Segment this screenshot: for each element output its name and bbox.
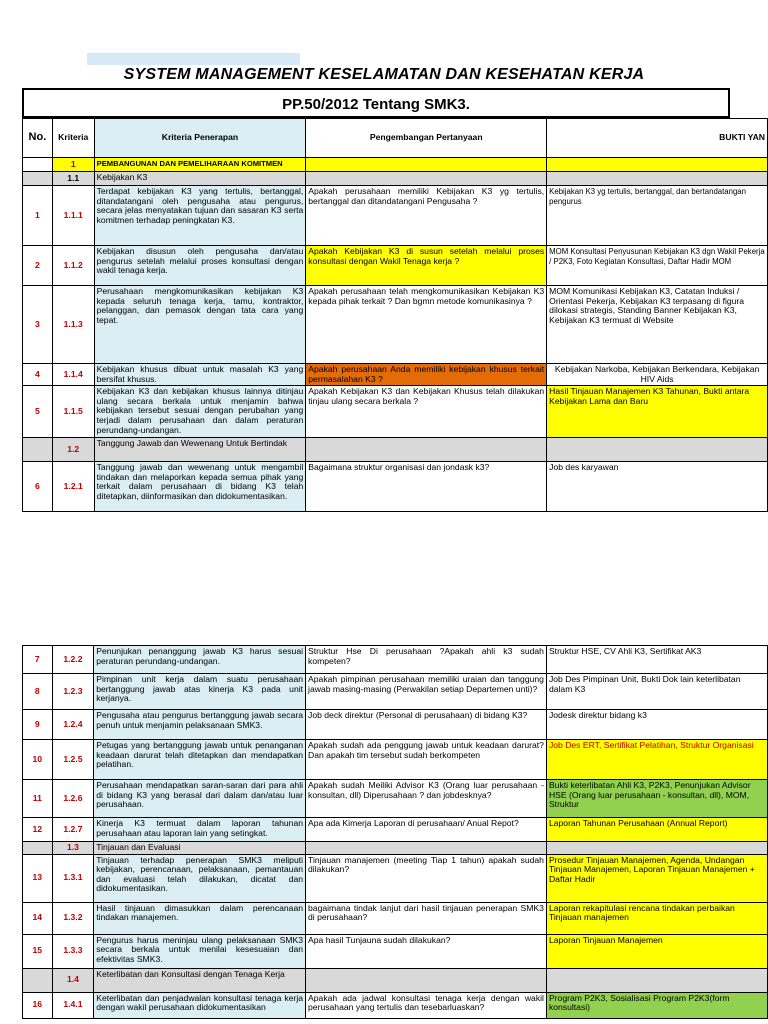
row-pengembangan: Tinjauan manajemen (meeting Tiap 1 tahun) apakah sudah dilakukan? [306,854,547,902]
table-row [23,934,768,968]
table-row [23,992,768,1018]
table-row [23,740,768,780]
row-kriteria: 1.1.5 [52,386,94,438]
row-number: 10 [23,740,53,780]
table-row [23,902,768,934]
row-bukti: Program P2K3, Sosialisasi Program P2K3(form konsultasi) [546,992,767,1018]
row-kriteria-penerapan: Penunjukan penanggung jawab K3 harus sesuai peraturan perundang-undangan. [94,646,306,674]
row-pengembangan: Bagaimana struktur organisasi dan jondask k3? [306,462,547,512]
row-number: 2 [23,246,53,286]
row-number: 9 [23,710,53,740]
row-bukti: Jodesk direktur bidang k3 [546,710,767,740]
header-bukti: BUKTI YAN [547,119,768,158]
row-kriteria: 1.1.3 [52,286,94,364]
top-color-bar [87,53,300,65]
row-kriteria-penerapan: Kebijakan khusus dibuat untuk masalah K3 yang bersifat khusus. [94,364,306,386]
row-kriteria-penerapan: Pengusaha atau pengurus bertanggung jawab secara penuh untuk menjamin pelaksanaan SMK3. [94,710,306,740]
row-bukti: Prosedur Tinjauan Manajemen, Agenda, Undangan Tinjauan Manajemen, Laporan Tinjauan Manajemen + Daftar Hadir [546,854,767,902]
subsection-number: 1.2 [52,438,94,462]
row-number: 12 [23,818,53,842]
row-kriteria: 1.2.7 [52,818,94,842]
row-kriteria-penerapan: Hasil tinjauan dimasukkan dalam perencanaan tindakan manajemen. [94,902,306,934]
row-pengembangan: Apa hasil Tunjauna sudah dilakukan? [306,934,547,968]
row-pengembangan: Apakah Kebijakan K3 di susun setelah melalui proses konsultasi dengan Wakil Tenaga kerja ? [306,246,547,286]
row-number: 6 [23,462,53,512]
row-number: 11 [23,780,53,818]
subsection-number: 1.3 [52,842,94,855]
row-kriteria-penerapan: Terdapat kebijakan K3 yang tertulis, bertanggal, ditandatangani oleh pengusaha atau pengurus, secara jelas menyatakan tujuan dan sasaran K3 serta komitmen terhadap peningkatan K3. [94,186,306,246]
row-kriteria: 1.3.2 [52,902,94,934]
table-row [23,646,768,674]
row-pengembangan: Apakah sudah ada penggung jawab untuk keadaan darurat? Dan apakah tim tersebut sudah berkompeten [306,740,547,780]
row-pengembangan: Apakah perusahaan telah mengkomunikasikan Kebijakan K3 kepada pihak terkait ? Dan bgmn metode komunikasinya ? [306,286,547,364]
row-bukti: Job Des Pimpinan Unit, Bukti Dok lain keterlibatan dalam K3 [546,674,767,710]
row-pengembangan: Apakah pimpinan perusahaan memiliki uraian dan tanggung jawab masing-masing (Perwakilan setiap Departemen unti)? [306,674,547,710]
row-bukti: Struktur HSE, CV Ahli K3, Sertifikat AK3 [546,646,767,674]
subsection-label: Tanggung Jawab dan Wewenang Untuk Bertindak [94,438,306,462]
criteria-table-upper [22,118,768,512]
row-kriteria: 1.1.1 [52,186,94,246]
subsection-number: 1.1 [52,172,94,186]
row-kriteria-penerapan: Perusahaan mengkomunikasikan kebijakan K3 kepada seluruh tenaga kerja, tamu, kontraktor, pelanggan, dan pemasok dengan tata cara yang tepat. [94,286,306,364]
subsection-number: 1.4 [52,968,94,992]
row-kriteria-penerapan: Kebijakan K3 dan kebijakan khusus lainnya ditinjau ulang secara berkala untuk menjamin bahwa kebijakan tersebut sesuai dengan perubahan yang terjadi dalam perusahaan dan dalam peraturan perundang-undangan. [94,386,306,438]
row-kriteria: 1.2.1 [52,462,94,512]
subsection-label: Kebijakan K3 [94,172,306,186]
table-row [23,286,768,364]
table-row [23,386,768,438]
row-kriteria: 1.3.3 [52,934,94,968]
row-kriteria: 1.2.3 [52,674,94,710]
row-kriteria-penerapan: Petugas yang bertanggung jawab untuk penanganan keadaan darurat telah ditetapkan dan mendapatkan pelatihan. [94,740,306,780]
header-no: No. [23,119,53,158]
table-row [23,186,768,246]
subsection-row [23,438,768,462]
table-row [23,854,768,902]
row-kriteria: 1.4.1 [52,992,94,1018]
table-row [23,710,768,740]
row-bukti: Hasil Tinjauan Manajemen K3 Tahunan, Bukti antara Kebijakan Lama dan Baru [547,386,768,438]
row-bukti: Job des karyawan [547,462,768,512]
row-kriteria-penerapan: Pengurus harus meninjau ulang pelaksanaan SMK3 secara berkala untuk menilai kesesuaian dan efektivitas SMK3. [94,934,306,968]
table-row [23,674,768,710]
row-number: 4 [23,364,53,386]
row-kriteria: 1.1.4 [52,364,94,386]
table-row [23,462,768,512]
row-kriteria-penerapan: Kinerja K3 termuat dalam laporan tahunan perusahaan atau laporan lain yang setingkat. [94,818,306,842]
section-row [23,158,768,172]
row-bukti: Kebijakan K3 yg tertulis, bertanggal, dan bertandatangan pengurus [547,186,768,246]
row-kriteria: 1.1.2 [52,246,94,286]
row-bukti: Laporan rekapitulasi rencana tindakan perbaikan Tinjauan manajemen [546,902,767,934]
header-kriteria-penerapan: Kriteria Penerapan [94,119,306,158]
header-kriteria: Kriteria [52,119,94,158]
row-bukti: Laporan Tinjauan Manajemen [546,934,767,968]
row-pengembangan: Apa ada Kimerja Laporan di perusahaan/ Anual Repot? [306,818,547,842]
row-kriteria-penerapan: Kebijakan disusun oleh pengusaha dan/atau pengurus setelah melalui proses konsultasi dengan wakil tenaga kerja. [94,246,306,286]
table-row [23,780,768,818]
row-kriteria: 1.2.6 [52,780,94,818]
subsection-row [23,172,768,186]
row-pengembangan: Apakah perusahaan Anda memiliki kebijakan khusus terkait permasalahan K3 ? [306,364,547,386]
row-kriteria-penerapan: Keterlibatan dan penjadwalan konsultasi tenaga kerja dengan wakil perusahaan didokumentasikan [94,992,306,1018]
subsection-row [23,968,768,992]
row-bukti: MOM Konsultasi Penyusunan Kebijakan K3 dgn Wakil Pekerja / P2K3, Foto Kegiatan Konsultasi, Daftar Hadir MOM [547,246,768,286]
table-row [23,818,768,842]
row-number: 1 [23,186,53,246]
row-kriteria-penerapan: Tinjauan terhadap penerapan SMK3 meliputi kebijakan, perencanaan, pelaksanaan, pemantauan dan evaluasi telah dilakukan, dicatat dan didokumentasikan. [94,854,306,902]
row-kriteria: 1.2.4 [52,710,94,740]
row-kriteria: 1.2.5 [52,740,94,780]
row-pengembangan: bagaimana tindak lanjut dari hasil tinjauan penerapan SMK3 di perusahaan? [306,902,547,934]
row-number: 15 [23,934,53,968]
document-title: SYSTEM MANAGEMENT KESELAMATAN DAN KESEHATAN KERJA [123,66,645,83]
section-label: PEMBANGUNAN DAN PEMELIHARAAN KOMITMEN [94,158,306,172]
section-number: 1 [52,158,94,172]
row-pengembangan: Apakah perusahaan memiliki Kebijakan K3 yg tertulis, bertanggal dan ditandatangani Pengusaha ? [306,186,547,246]
row-pengembangan: Job deck direktur (Personal di perusahaan) di bidang K3? [306,710,547,740]
criteria-table-lower [22,645,768,1019]
table-row [23,246,768,286]
table-header-row [23,119,768,158]
row-number: 8 [23,674,53,710]
document-subtitle: PP.50/2012 Tentang SMK3. [22,88,730,118]
row-number: 14 [23,902,53,934]
row-kriteria-penerapan: Perusahaan mendapatkan saran-saran dari para ahli di bidang K3 yang berasal dari dalam dan/atau luar perusahaan. [94,780,306,818]
row-bukti: Kebijakan Narkoba, Kebijakan Berkendara, Kebijakan HIV Aids [547,364,768,386]
row-number: 16 [23,992,53,1018]
row-bukti: MOM Komunikasi Kebijakan K3, Catatan Induksi / Orientasi Pekerja, Kebijakan K3 terpasang di figura dilokasi strategis, Standing Banner Kebijakan K3, Kebijakan K3 termuat di Website [547,286,768,364]
row-number: 5 [23,386,53,438]
row-pengembangan: Apakah ada jadwal konsultasi tenaga kerja dengan wakil perusahaan yang tertulis dan tesebarluaskan? [306,992,547,1018]
row-bukti: Bukti keterlibatan Ahli K3, P2K3, Penunjukan Advisor HSE (Orang luar perusahaan - konsultan, dll), MOM, Struktur [546,780,767,818]
row-number: 13 [23,854,53,902]
table-row [23,364,768,386]
row-kriteria: 1.2.2 [52,646,94,674]
subsection-row [23,842,768,855]
row-kriteria: 1.3.1 [52,854,94,902]
subsection-label: Keterlibatan dan Konsultasi dengan Tenaga Kerja [94,968,306,992]
row-kriteria-penerapan: Tanggung jawab dan wewenang untuk mengambil tindakan dan melaporkan kepada semua pihak yang terkait dalam perusahaan di bidang K3 telah ditetapkan, diinformasikan dan didokumentasikan. [94,462,306,512]
row-bukti: Job Des ERT, Sertifikat Pelatihan, Struktur Organisasi [546,740,767,780]
header-pengembangan: Pengembangan Pertanyaan [306,119,547,158]
row-number: 7 [23,646,53,674]
row-number: 3 [23,286,53,364]
row-pengembangan: Apakah sudah Meiliki Advisor K3 (Orang luar perusahaan - konsultan, dll) Diperusahaan ? dan jobdesknya? [306,780,547,818]
subsection-label: Tinjauan dan Evaluasi [94,842,306,855]
row-bukti: Laporan Tahunan Perusahaan (Annual Report) [546,818,767,842]
row-kriteria-penerapan: Pimpinan unit kerja dalam suatu perusahaan bertanggung jawab atas kinerja K3 pada unit kerjanya. [94,674,306,710]
row-pengembangan: Struktur Hse Di perusahaan ?Apakah ahli k3 sudah kompeten? [306,646,547,674]
row-pengembangan: Apakah Kebijakan K3 dan Kebijakan Khusus telah dilakukan tinjau ulang secara berkala ? [306,386,547,438]
